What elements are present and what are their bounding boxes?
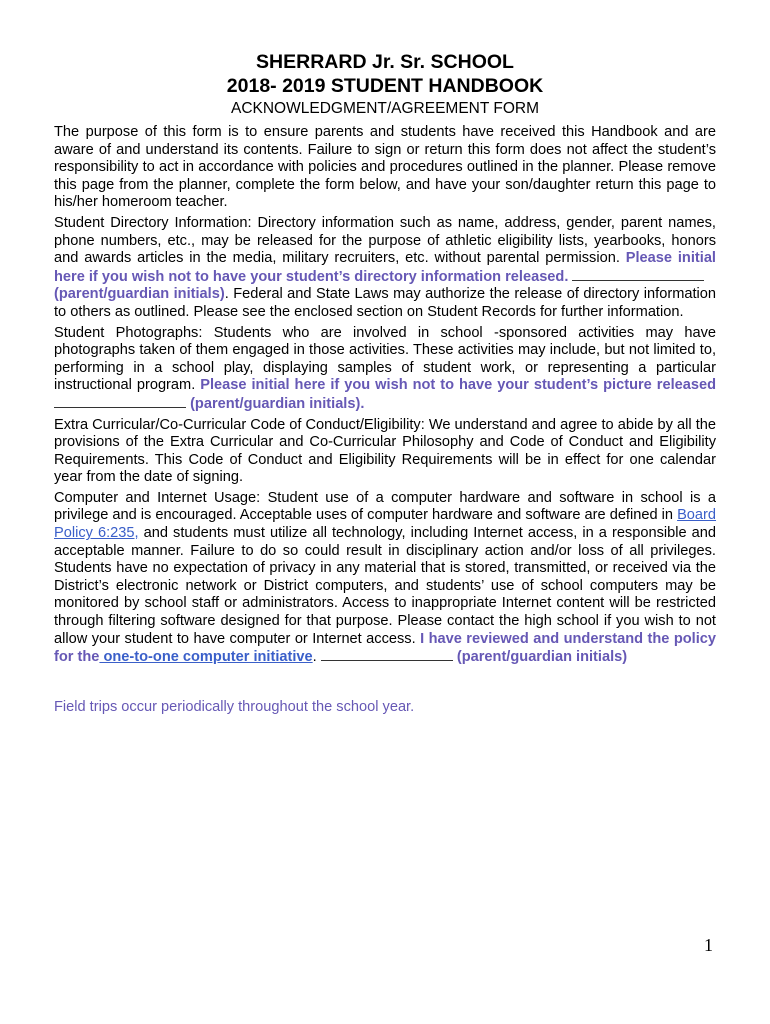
handbook-title: 2018- 2019 STUDENT HANDBOOK	[226, 75, 544, 97]
reviewed-statement: I have reviewed and understand the policy for the	[54, 630, 716, 666]
photos-initials-blank[interactable]	[54, 395, 186, 408]
directory-text: Student Directory Information: Directory information such as name, address, gender, parent names, phone numbers, etc., may be released for the purpose of athletic eligibility lists, yearbooks, honors and awards articles in the media, military recruiters, etc. without parental permission.	[54, 214, 716, 267]
form-title: ACKNOWLEDGMENT/AGREEMENT FORM	[230, 100, 539, 117]
handbook-page	[54, 50, 716, 716]
photos-initials-label: (parent/guardian initials)	[190, 395, 361, 412]
computer-initials-blank[interactable]	[321, 648, 453, 661]
directory-initial-prompt: Please initial here if you wish not to have your student’s directory information released.	[54, 250, 716, 285]
photos-paragraph	[54, 325, 716, 414]
extracurricular-paragraph: Extra Curricular/Co-Curricular Code of Conduct/Eligibility: We understand and agree to abide by all the provisions of the Extra Curricular and Co-Curricular Philosophy and Code of Conduct and Eligibility Requirements. This Code of Conduct and Eligibility Requirements will be in effect for one calendar year from the date of signing.	[54, 416, 716, 486]
computer-paragraph	[54, 490, 716, 667]
field-trips-text: Field trips occur periodically throughout the school year.	[54, 698, 415, 715]
directory-initials-label: (parent/guardian initials)	[54, 286, 225, 303]
photos-after-text: .	[360, 395, 365, 412]
page-number: 1	[704, 935, 713, 955]
directory-paragraph	[54, 215, 716, 322]
directory-initials-blank[interactable]	[572, 268, 704, 281]
reviewed-period: .	[312, 649, 317, 666]
computer-initials-label: (parent/guardian initials)	[456, 649, 628, 666]
photos-text: Student Photographs: Students who are involved in school -sponsored activities may have photographs taken of them engaged in those activities. These activities may include, but not limited to, performing in a school play, displaying samples of student work, or representing a particular instructional program.	[54, 324, 716, 394]
computer-text-continued: and students must utilize all technology, including Internet access, in a responsible and acceptable manner. Failure to do so could result in disciplinary action and/or loss of all privileges. Students have no expectation of privacy in any material that is stored, transmitted, or received via the District’s electronic network or District computers, and students’ use of school computers may be monitored by school staff or administrators. Access to inappropriate Internet content will be restricted through filtering software designed for that purpose. Please contact the high school if you wish to not allow your student to have computer or Internet access.	[54, 525, 717, 647]
intro-paragraph: The purpose of this form is to ensure parents and students have received this Handbook and are aware of and understand its contents. Failure to sign or return this form does not affect the student’s responsibility to act in accordance with policies and procedures outlined in the planner. Please remove this page from the planner, complete the form below, and have your son/daughter return this page to his/her homeroom teacher.	[54, 124, 716, 211]
computer-text: Computer and Internet Usage: Student use of a computer hardware and software in school is a privilege and is encouraged. Acceptable uses of computer hardware and software are defined in	[54, 489, 716, 524]
directory-after-text: . Federal and State Laws may authorize the release of directory information to others as outlined. Please see the enclosed section on Student Records for further information.	[54, 286, 716, 320]
one-to-one-initiative-link[interactable]: one-to-one computer initiative	[99, 649, 313, 666]
board-policy-link[interactable]: Board Policy 6:235,	[54, 507, 717, 542]
school-title: SHERRARD Jr. Sr. SCHOOL	[256, 51, 514, 73]
photos-initial-prompt: Please initial here if you wish not to have your student’s picture released	[200, 377, 716, 394]
